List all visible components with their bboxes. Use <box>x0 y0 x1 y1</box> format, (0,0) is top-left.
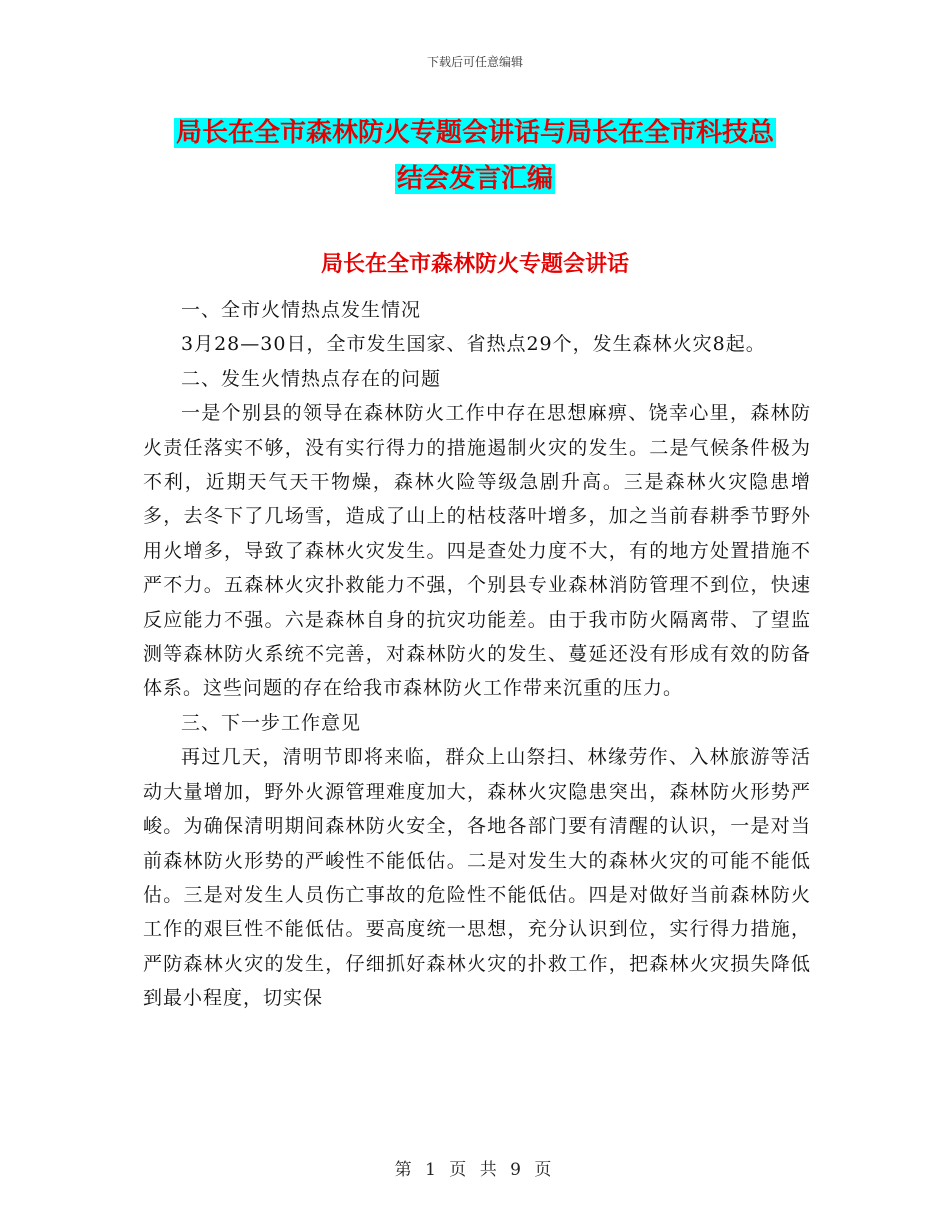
page-footer: 第 1 页 共 9 页 <box>394 1160 556 1180</box>
paragraph: 再过几天，清明节即将来临，群众上山祭扫、林缘劳作、入林旅游等活动大量增加，野外火源管理难度加大，森林火灾隐患突出，森林防火形势严峻。为确保清明期间森林防火安全，各地各部门要有清醒的认识，一是对当前森林防火形势的严峻性不能低估。二是对发生大的森林火灾的可能不能低估。三是对发生人员伤亡事故的危险性不能低估。四是对做好当前森林防火工作的艰巨性不能低估。要高度统一思想，充分认识到位，实行得力措施，严防森林火灾的发生，仔细抓好森林火灾的扑救工作，把森林火灾损失降低到最小程度，切实保 <box>143 746 811 1010</box>
header-note: 下载后可任意编辑 <box>426 55 523 69</box>
title-line-2: 结会发言汇编 <box>396 164 553 194</box>
title-line-1: 局长在全市森林防火专题会讲话与局长在全市科技总 <box>175 118 774 148</box>
heading-1: 一、全市火情热点发生情况 <box>181 299 422 321</box>
document-title <box>0 110 950 202</box>
document-body <box>143 293 811 1016</box>
paragraph: 3月28—30日，全市发生国家、省热点29个，发生森林火灾8起。 <box>181 333 766 356</box>
section-title: 局长在全市森林防火专题会讲话 <box>320 252 629 277</box>
paragraph: 一是个别县的领导在森林防火工作中存在思想麻痹、饶幸心里，森林防火责任落实不够，没有实行得力的措施遏制火灾的发生。二是气候条件极为不利，近期天气天干物燥，森林火险等级急剧升高。三是森林火灾隐患增多，去冬下了几场雪，造成了山上的枯枝落叶增多，加之当前春耕季节野外用火增多，导致了森林火灾发生。四是查处力度不大，有的地方处置措施不严不力。五森林火灾扑救能力不强，个别县专业森林消防管理不到位，快速反应能力不强。六是森林自身的抗灾功能差。由于我市防火隔离带、了望监测等森林防火系统不完善，对森林防火的发生、蔓延还没有形成有效的防备体系。这些问题的存在给我市森林防火工作带来沉重的压力。 <box>143 402 811 700</box>
heading-2: 二、发生火情热点存在的问题 <box>181 367 442 390</box>
heading-3: 三、下一步工作意见 <box>181 711 362 734</box>
